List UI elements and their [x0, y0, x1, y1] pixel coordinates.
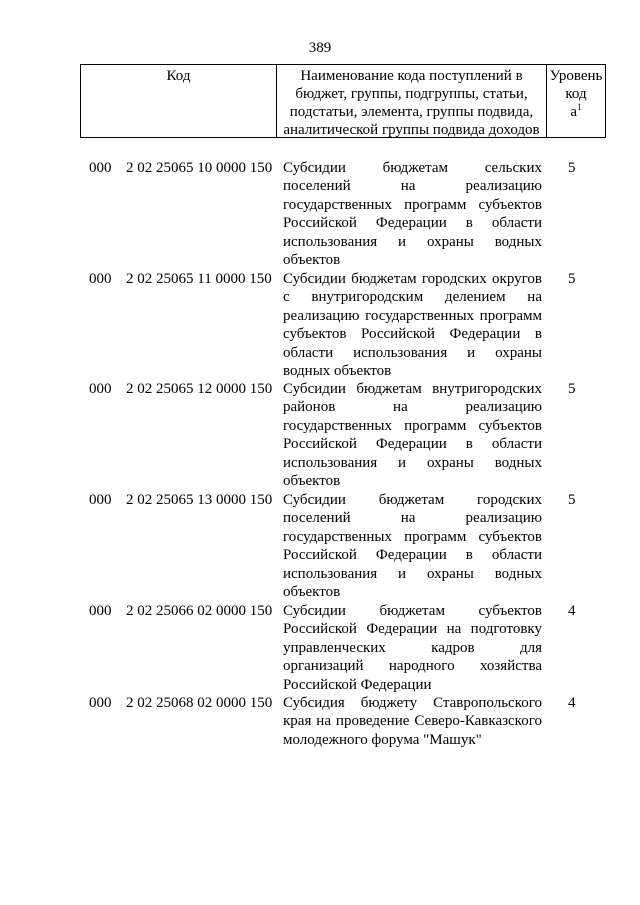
- table-row: [80, 491, 606, 602]
- admin-code: 000: [89, 271, 112, 287]
- admin-code: 000: [89, 160, 112, 176]
- header-name: Наименование кода поступлений в бюджет, группы, подгруппы, статьи, подстатьи, элемента, группы подвида, аналитической группы подвида доходов: [277, 65, 547, 137]
- code-name: Субсидии бюджетам городских округов с внутригородским делением на реализацию государственных программ субъектов Российской Федерации в области использования и охраны водных объектов: [283, 271, 542, 380]
- header-code: Код: [81, 65, 277, 137]
- budget-code: 2 02 25065 12 0000 150: [126, 381, 273, 397]
- code-level: 5: [568, 160, 576, 176]
- code-name: Субсидии бюджетам субъектов Российской Федерации на подготовку управленческих кадров для организаций народного хозяйства Российской Федерации: [283, 603, 542, 693]
- header-level-text: Уровень код: [549, 68, 603, 102]
- budget-code: 2 02 25066 02 0000 150: [126, 603, 273, 619]
- page-number: 389: [308, 40, 332, 56]
- code-name: Субсидия бюджету Ставропольского края на проведение Северо-Кавказского молодежного форума "Машук": [283, 695, 542, 748]
- code-level: 4: [568, 695, 576, 711]
- table-row: [80, 602, 606, 694]
- table-body: [80, 159, 606, 754]
- budget-code: 2 02 25068 02 0000 150: [126, 695, 273, 711]
- table-row: [80, 270, 606, 380]
- code-level: 5: [568, 271, 576, 287]
- code-name: Субсидии бюджетам городских поселений на реализацию государственных программ субъектов Российской Федерации в области использования и охраны водных объектов: [283, 492, 542, 601]
- code-level: 5: [568, 381, 576, 397]
- code-level: 4: [568, 603, 576, 619]
- budget-code: 2 02 25065 13 0000 150: [126, 492, 273, 508]
- code-name: Субсидии бюджетам внутригородских районов на реализацию государственных программ субъектов Российской Федерации в области использования и охраны водных объектов: [283, 381, 542, 490]
- table-row: [80, 159, 606, 270]
- admin-code: 000: [89, 381, 112, 397]
- code-name: Субсидии бюджетам сельских поселений на реализацию государственных программ субъектов Российской Федерации в области использования и охраны водных объектов: [283, 160, 542, 269]
- admin-code: 000: [89, 695, 112, 711]
- code-level: 5: [568, 492, 576, 508]
- admin-code: 000: [89, 603, 112, 619]
- table-row: [80, 694, 606, 754]
- header-level-text-end: а: [570, 104, 578, 120]
- header-level-footnote: 1: [577, 102, 582, 112]
- table-header: [80, 64, 606, 138]
- header-level: [547, 65, 605, 137]
- budget-code: 2 02 25065 11 0000 150: [126, 271, 272, 287]
- budget-code: 2 02 25065 10 0000 150: [126, 160, 273, 176]
- table-row: [80, 380, 606, 491]
- admin-code: 000: [89, 492, 112, 508]
